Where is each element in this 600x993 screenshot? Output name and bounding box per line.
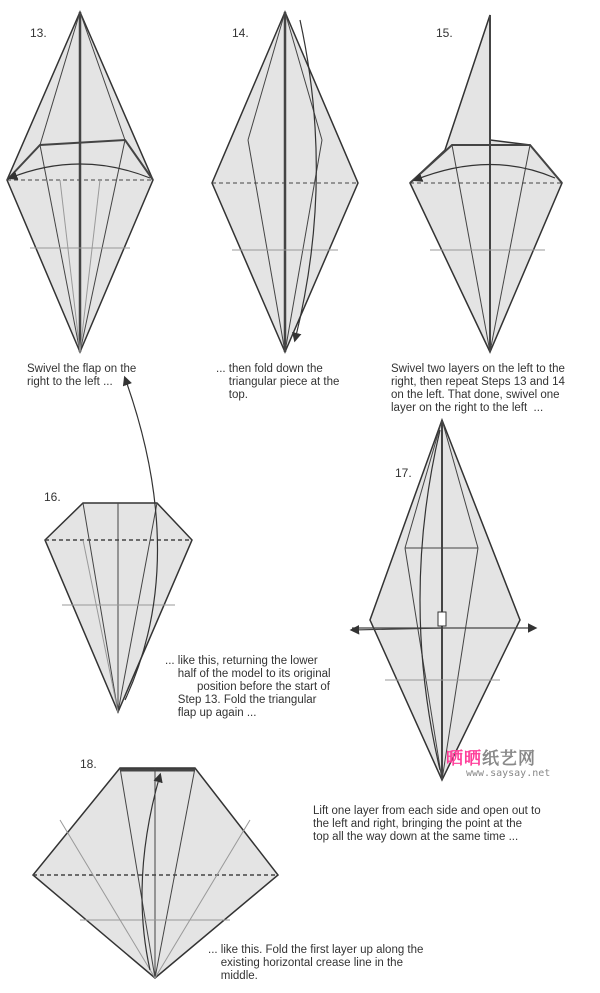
step-15-number: 15. bbox=[436, 26, 453, 40]
step-14-caption: ... then fold down the triangular piece at the top. bbox=[216, 363, 340, 401]
step-16-number: 16. bbox=[44, 490, 61, 504]
step-13-number: 13. bbox=[30, 26, 47, 40]
step-16-caption: ... like this, returning the lower half of the model to its original position before the start of Step 13. Fold the triangular flap up again ... bbox=[165, 655, 331, 719]
step-15-caption: Swivel two layers on the left to the right, then repeat Steps 13 and 14 on the left. That done, swivel one layer on the right to the left ... bbox=[391, 363, 565, 414]
watermark-url: www.saysay.net bbox=[466, 768, 551, 779]
step-15-diagram bbox=[410, 15, 562, 352]
watermark-brand-pink: 晒晒 bbox=[446, 749, 482, 769]
step-14-number: 14. bbox=[232, 26, 249, 40]
watermark-brand-grey: 纸艺网 bbox=[482, 749, 536, 769]
step-18-number: 18. bbox=[80, 757, 97, 771]
step-17-caption: Lift one layer from each side and open out to the left and right, bringing the point at the top all the way down at the same time ... bbox=[313, 805, 541, 843]
step-13-caption: Swivel the flap on the right to the left ... bbox=[27, 363, 137, 388]
step-13-diagram bbox=[7, 12, 153, 352]
watermark-logo bbox=[446, 744, 576, 784]
step-17-number: 17. bbox=[395, 466, 412, 480]
step-17-diagram bbox=[352, 420, 535, 780]
step-18-caption: ... like this. Fold the first layer up along the existing horizontal crease line in the middle. bbox=[208, 944, 424, 982]
step-14-diagram bbox=[212, 12, 358, 352]
